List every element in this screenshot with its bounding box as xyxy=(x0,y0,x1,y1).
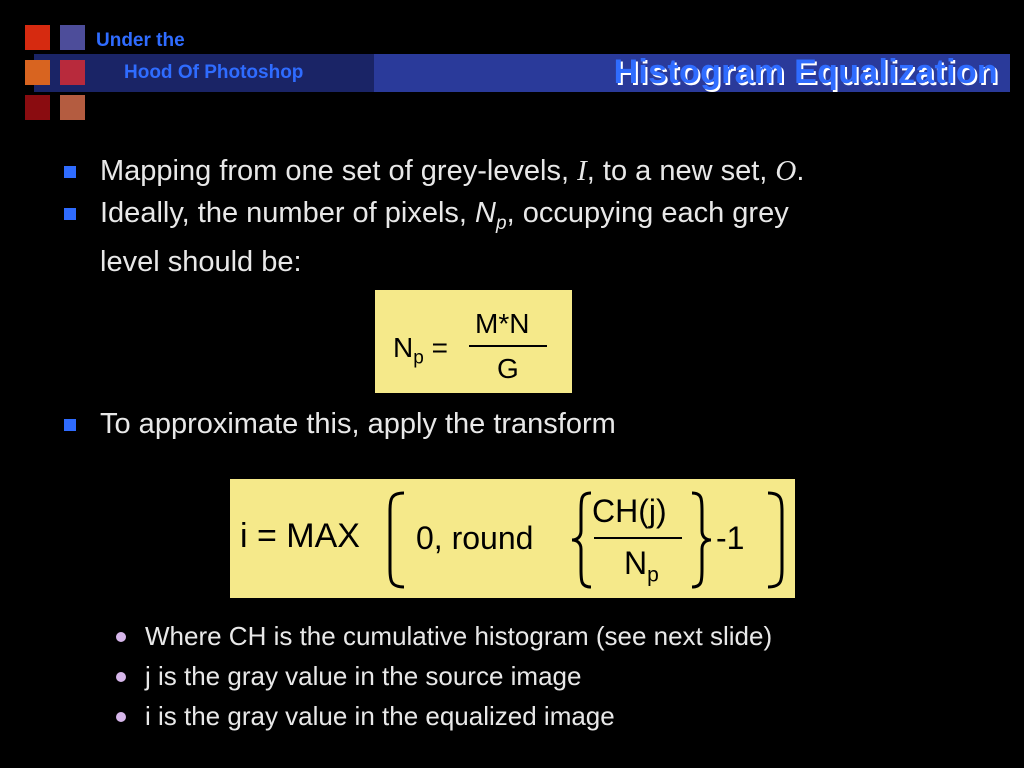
var-I: I xyxy=(577,155,587,187)
slide-title: Histogram Equalization xyxy=(613,53,998,91)
sub-bullet-text-1: Where CH is the cumulative histogram (see next slide) xyxy=(145,621,773,651)
formula2-numerator: CH(j) xyxy=(592,493,667,529)
decor-square-2 xyxy=(60,25,85,50)
formula-box-transform xyxy=(230,479,795,598)
formula2-arg: 0, round xyxy=(416,520,534,556)
formula2-minus-one: -1 xyxy=(716,520,745,556)
bullet-2-line-1 xyxy=(100,194,789,243)
right-outer-bracket xyxy=(764,489,794,591)
bullet-1-part-c: . xyxy=(796,155,805,187)
formula2-fraction-bar xyxy=(594,537,682,539)
formula1-denominator: G xyxy=(497,353,519,384)
formula1-equals: = xyxy=(431,332,448,363)
brand-line-1: Under the xyxy=(96,30,185,51)
sub-bullet-text-3: i is the gray value in the equalized image xyxy=(145,701,615,731)
bullet-1-part-a: Mapping from one set of grey-levels, xyxy=(100,155,578,187)
formula2-N: N xyxy=(624,545,648,581)
bullet-text-3: To approximate this, apply the transform xyxy=(100,408,616,440)
formula-box-np xyxy=(375,290,572,393)
bullet-2-line-2: level should be: xyxy=(100,245,302,278)
bullet-marker-3 xyxy=(64,419,76,431)
decor-square-5 xyxy=(25,95,50,120)
bullet-marker-1 xyxy=(64,166,76,178)
sub-bullet-marker-2 xyxy=(116,672,126,682)
bullet-2-part-b: , occupying each grey xyxy=(506,197,789,229)
bullet-text-2 xyxy=(100,194,789,281)
formula1-numerator: M*N xyxy=(475,308,530,339)
decor-square-1 xyxy=(25,25,50,50)
bullet-1-part-b: , to a new set, xyxy=(586,155,776,187)
formula2-subscript: p xyxy=(647,563,659,587)
formula1-fraction-bar xyxy=(469,345,547,347)
bullet-text-1 xyxy=(100,152,804,190)
bullet-marker-2 xyxy=(64,208,76,220)
sub-bullet-marker-3 xyxy=(116,712,126,722)
formula2-denominator xyxy=(624,545,659,587)
var-O: O xyxy=(775,155,797,187)
decor-square-4 xyxy=(60,60,85,85)
decor-square-3 xyxy=(25,60,50,85)
formula1-subscript: p xyxy=(413,347,424,369)
bullet-2-part-a: Ideally, the number of pixels, xyxy=(100,197,476,229)
sub-bullet-text-2: j is the gray value in the source image xyxy=(145,661,582,691)
var-N: N xyxy=(475,197,496,229)
formula2-lhs: i = MAX xyxy=(240,517,360,555)
formula1-lhs xyxy=(393,332,448,370)
left-outer-bracket xyxy=(378,489,408,591)
right-inner-brace xyxy=(686,489,716,591)
var-N-subscript: p xyxy=(496,212,507,234)
decor-square-6 xyxy=(60,95,85,120)
sub-bullet-marker-1 xyxy=(116,632,126,642)
formula1-N: N xyxy=(393,332,414,363)
brand-line-2: Hood Of Photoshop xyxy=(124,62,304,83)
